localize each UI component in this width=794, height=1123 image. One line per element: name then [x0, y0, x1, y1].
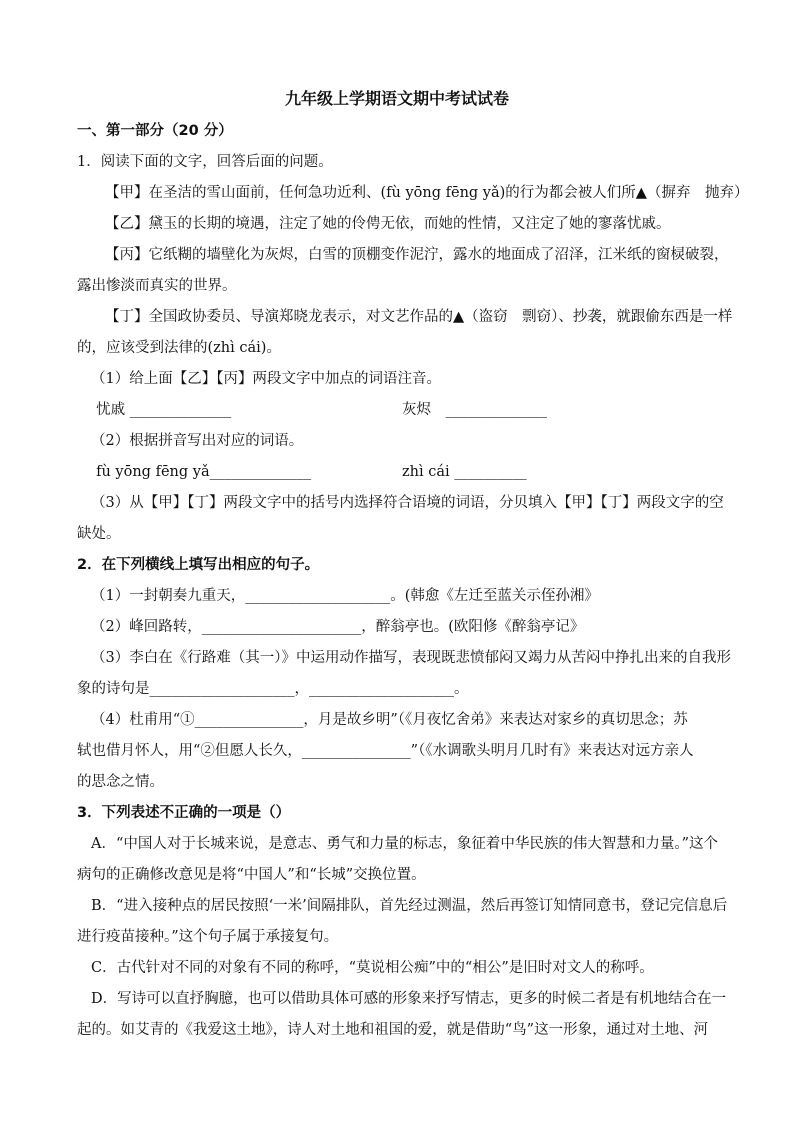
text-line: 的思念之情。 — [77, 774, 164, 790]
text-line: 1．阅读下面的文字，回答后面的问题。 — [77, 154, 333, 170]
text-line: （2）根据拼音写出对应的词语。 — [91, 433, 304, 449]
text-line: 的，应该受到法律的(zhì cái)。 — [77, 340, 281, 356]
page-title: 九年级上学期语文期中考试试卷 — [284, 89, 509, 108]
text-line: （1）给上面【乙】【丙】两段文字中加点的词语注音。 — [91, 371, 441, 387]
answer-blank-right[interactable]: 灰烬 ______________ — [402, 402, 547, 418]
text-line: （3）李白在《行路难（其一）》中运用动作描写，表现既悲愤郁闷又竭力从苦闷中挣扎出来的自我形 — [91, 650, 731, 666]
text-line: 起的。如艾青的《我爱这土地》，诗人对土地和祖国的爱，就是借助“鸟”这一形象，通过对土地、河 — [77, 1022, 709, 1038]
answer-blank-left[interactable]: 忧戚 ______________ — [77, 402, 232, 418]
text-line: （3）从【甲】【丁】两段文字中的括号内选择符合语境的词语，分贝填入【甲】【丁】两段文字的空 — [91, 495, 724, 511]
text-line: A．“中国人对于长城来说，是意志、勇气和力量的标志，象征着中华民族的伟大智慧和力量。”这个 — [91, 836, 719, 852]
answer-blank-left[interactable]: fù yōng fēng yǎ______________ — [77, 464, 312, 480]
text-line: 轼也借月怀人，用“②但愿人长久，_______________”（《水调歌头明月几时有》来表达对远方亲人 — [77, 743, 694, 759]
exam-content — [77, 116, 749, 1046]
text-line: （4）杜甫用“①_______________，月是故乡明”（《月夜忆舍弟》来表达对家乡的真切思念；苏 — [91, 712, 688, 728]
section-heading: 2．在下列横线上填写出相应的句子。 — [77, 557, 320, 573]
text-line: 进行疫苗接种。”这个句子属于承接复句。 — [77, 929, 339, 945]
text-line: 【丙】它纸糊的墙壁化为灰烬，白雪的顶棚变作泥泞，露水的地面成了沼泽，江米纸的窗棂破裂， — [105, 247, 729, 263]
text-line: （1）一封朝奏九重天，____________________。(韩愈《左迁至蓝关示侄孙湘》 — [91, 588, 599, 604]
text-line: B．“进入接种点的居民按照‘一米’间隔排队，首先经过测温，然后再签订知情同意书，登记完信息后 — [91, 898, 728, 914]
text-line: 【甲】在圣洁的雪山面前，任何急功近利、(fù yōng fēng yǎ)的行为都会被人们所▲（摒弃 抛弃） — [105, 185, 749, 201]
answer-row — [77, 457, 749, 488]
text-line: 病句的正确修改意见是将“中国人”和“长城”交换位置。 — [77, 867, 426, 883]
answer-blank-right[interactable]: zhì cái __________ — [402, 464, 527, 480]
text-line: 【乙】黛玉的长期的境遇，注定了她的伶俜无依，而她的性情，又注定了她的寥落忧戚。 — [105, 216, 671, 232]
answer-row — [77, 395, 749, 426]
text-line: C．古代针对不同的对象有不同的称呼，“莫说相公痴”中的“相公”是旧时对文人的称呼。 — [91, 960, 654, 976]
text-line: （2）峰回路转，______________________，醉翁亭也。(欧阳修《醉翁亭记》 — [91, 619, 585, 635]
text-line: 缺处。 — [77, 526, 121, 542]
text-line: D．写诗可以直抒胸臆，也可以借助具体可感的形象来抒写情志，更多的时候二者是有机地结合在一 — [91, 991, 727, 1007]
section-heading: 3．下列表述不正确的一项是（） — [77, 805, 291, 821]
text-line: 露出惨淡而真实的世界。 — [77, 278, 237, 294]
section-heading: 一、第一部分（20 分） — [77, 123, 233, 139]
text-line: 【丁】全国政协委员、导演郑晓龙表示，对文艺作品的▲（盗窃 剽窃）、抄袭，就跟偷东西是一样 — [105, 309, 733, 325]
text-line: 象的诗句是____________________，____________________。 — [77, 681, 469, 697]
